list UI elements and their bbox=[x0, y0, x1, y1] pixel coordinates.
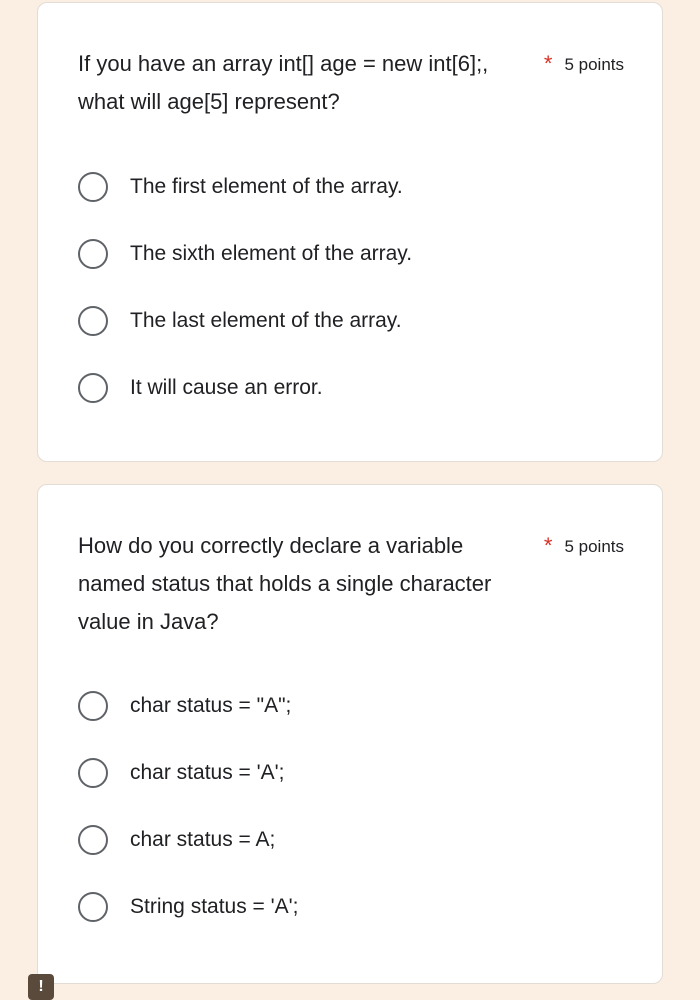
question-title: How do you correctly declare a variable named status that holds a single character value in Java? bbox=[78, 533, 492, 634]
option-q2-3[interactable] bbox=[78, 820, 275, 860]
option-label: The sixth element of the array. bbox=[130, 242, 413, 265]
option-label: The first element of the array. bbox=[130, 175, 403, 198]
option-label: The last element of the array. bbox=[130, 309, 402, 332]
option-label: It will cause an error. bbox=[130, 376, 323, 399]
points-label: 5 points bbox=[564, 55, 624, 74]
radio-button-icon[interactable] bbox=[78, 306, 108, 336]
option-q2-4[interactable] bbox=[78, 887, 299, 927]
option-label: String status = 'A'; bbox=[130, 895, 299, 918]
question-header bbox=[78, 527, 624, 641]
radio-button-icon[interactable] bbox=[78, 373, 108, 403]
question-title: If you have an array int[] age = new int[6];, what will age[5] represent? bbox=[78, 51, 489, 114]
question-card-2 bbox=[37, 484, 663, 984]
required-star-icon: * bbox=[543, 533, 553, 558]
radio-button-icon[interactable] bbox=[78, 239, 108, 269]
option-label: char status = A; bbox=[130, 828, 276, 851]
radio-button-icon[interactable] bbox=[78, 691, 108, 721]
option-q1-4[interactable] bbox=[78, 368, 323, 408]
points-label: 5 points bbox=[564, 537, 624, 556]
question-meta bbox=[544, 45, 624, 85]
option-label: char status = "A"; bbox=[130, 694, 292, 717]
question-header bbox=[78, 45, 624, 121]
report-problem-icon[interactable]: ! bbox=[28, 974, 54, 1000]
required-star-icon: * bbox=[543, 51, 553, 76]
option-q1-1[interactable] bbox=[78, 167, 403, 207]
radio-button-icon[interactable] bbox=[78, 172, 108, 202]
radio-button-icon[interactable] bbox=[78, 892, 108, 922]
radio-button-icon[interactable] bbox=[78, 825, 108, 855]
option-q1-2[interactable] bbox=[78, 234, 412, 274]
option-label: char status = 'A'; bbox=[130, 761, 285, 784]
option-q1-3[interactable] bbox=[78, 301, 402, 341]
radio-button-icon[interactable] bbox=[78, 758, 108, 788]
question-card-1 bbox=[37, 2, 663, 462]
option-q2-2[interactable] bbox=[78, 753, 285, 793]
question-meta bbox=[544, 527, 624, 567]
option-q2-1[interactable] bbox=[78, 686, 291, 726]
